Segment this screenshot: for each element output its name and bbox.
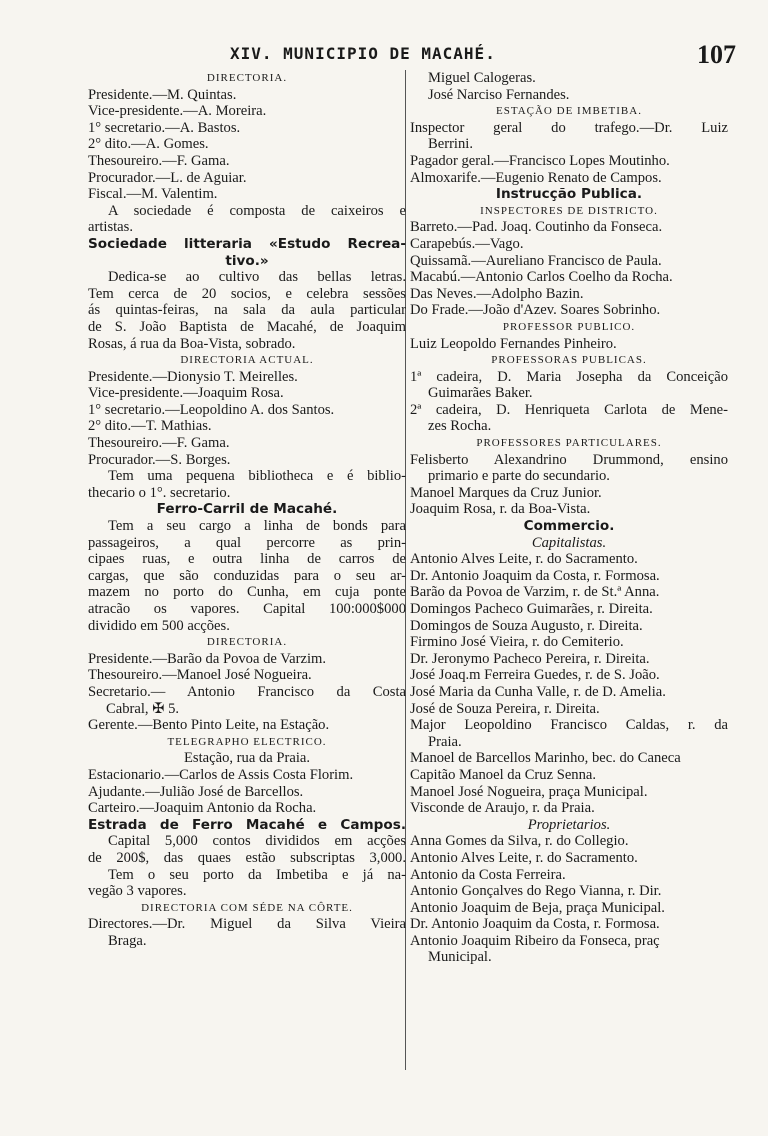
text-line: mazem no porto do Cunha, em cuja ponte <box>88 584 406 601</box>
text-line: Dedica-se ao cultivo das bellas letras. <box>108 269 406 286</box>
text-line: Thesoureiro.—F. Gama. <box>88 435 230 452</box>
text-line: Visconde de Araujo, r. da Praia. <box>410 800 595 817</box>
text-line: zes Rocha. <box>428 418 492 435</box>
section-heading: Ferro-Carril de Macahé. <box>156 501 338 518</box>
subsection-heading: DIRECTORIA COM SÉDE NA CÔRTE. <box>141 901 353 914</box>
text-line: Inspector geral do trafego.—Dr. Luiz <box>410 119 728 136</box>
text-line: Capital 5,000 contos divididos em acções <box>108 833 406 850</box>
text-line: 1° secretario.—Leopoldino A. dos Santos. <box>88 401 335 418</box>
text-line: Joaquim Rosa, r. da Boa-Vista. <box>410 501 591 518</box>
text-line: de S. João Baptista de Macahé, de Joaquim <box>88 318 406 335</box>
text-line: thecario o 1°. secretario. <box>88 484 231 501</box>
text-line: Antonio da Costa Ferreira. <box>410 866 566 883</box>
text-line: Domingos de Souza Augusto, r. Direita. <box>410 617 643 634</box>
text-line: ás quintas-feiras, na sala da aula particular <box>88 302 406 319</box>
text-line: Tem a seu cargo a linha de bonds para <box>108 518 406 535</box>
text-line: Capitalistas. <box>531 534 607 551</box>
text-line: José Narciso Fernandes. <box>428 86 570 103</box>
subsection-heading: DIRECTORIA. <box>206 72 288 84</box>
text-line: Antonio Joaquim de Beja, praça Municipal. <box>410 899 665 916</box>
text-line: primario e parte do secundario. <box>428 468 610 485</box>
text-line: artistas. <box>88 219 133 236</box>
text-line: Ajudante.—Julião José de Barcellos. <box>88 783 304 800</box>
text-line: Quissamã.—Aureliano Francisco de Paula. <box>410 252 662 269</box>
text-line: Secretario.— Antonio Francisco da Costa <box>88 683 406 700</box>
text-line: 1° secretario.—A. Bastos. <box>88 119 241 136</box>
text-line: Das Neves.—Adolpho Bazin. <box>410 285 584 302</box>
text-line: 2ª cadeira, D. Henriqueta Carlota de Mene- <box>410 401 728 418</box>
text-line: Pagador geral.—Francisco Lopes Moutinho. <box>410 152 670 169</box>
text-line: de 200$, das quaes estão subscriptas 3,000. <box>88 849 406 866</box>
section-heading: Estrada de Ferro Macahé e Campos. <box>88 816 406 833</box>
text-line: Thesoureiro.—F. Gama. <box>88 152 230 169</box>
text-line: Procurador.—S. Borges. <box>88 451 231 468</box>
text-line: Tem o seu porto da Imbetiba e já na- <box>108 866 406 883</box>
text-line: Dr. Antonio Joaquim da Costa, r. Formosa. <box>410 567 660 584</box>
page-title: XIV. MUNICIPIO DE MACAHÉ. <box>230 44 496 63</box>
text-line: Manoel José Nogueira, praça Municipal. <box>410 783 648 800</box>
text-line: Macabú.—Antonio Carlos Coelho da Rocha. <box>410 269 673 286</box>
text-line: Vice-presidente.—A. Moreira. <box>88 103 267 120</box>
text-line: Manoel de Barcellos Marinho, bec. do Caneca <box>410 750 681 767</box>
text-line: Estação, rua da Praia. <box>183 750 310 767</box>
text-line: Tem uma pequena bibliotheca e é biblio- <box>108 468 406 485</box>
text-line: Tem cerca de 20 socios, e celebra sessões <box>88 285 406 302</box>
text-line: Firmino José Vieira, r. do Cemiterio. <box>410 634 624 651</box>
text-line: 2° dito.—T. Mathias. <box>88 418 212 435</box>
text-line: Fiscal.—M. Valentim. <box>88 186 218 203</box>
text-line: Braga. <box>108 932 147 949</box>
left-column <box>88 70 406 949</box>
text-line: Capitão Manoel da Cruz Senna. <box>410 766 597 783</box>
text-line: Estacionario.—Carlos de Assis Costa Florim. <box>88 766 354 783</box>
text-line: Vice-presidente.—Joaquim Rosa. <box>88 385 284 402</box>
text-line: A sociedade é composta de caixeiros e <box>108 202 406 219</box>
text-line: 1ª cadeira, D. Maria Josepha da Conceição <box>410 368 728 385</box>
subsection-heading: ESTAÇÃO DE IMBETIBA. <box>496 105 642 118</box>
section-heading: tivo.» <box>225 252 269 269</box>
text-line: José Joaq.m Ferreira Guedes, r. de S. João. <box>410 667 660 684</box>
text-line: Antonio Joaquim Ribeiro da Fonseca, praç <box>410 932 660 949</box>
text-line: Gerente.—Bento Pinto Leite, na Estação. <box>88 717 330 734</box>
text-line: Antonio Alves Leite, r. do Sacramento. <box>410 849 638 866</box>
text-line: Guimarães Baker. <box>428 385 533 402</box>
text-line: Rosas, á rua da Boa-Vista, sobrado. <box>88 335 296 352</box>
text-line: Do Frade.—João d'Azev. Soares Sobrinho. <box>410 302 661 319</box>
text-line: Manoel Marques da Cruz Junior. <box>410 484 602 501</box>
text-line: Anna Gomes da Silva, r. do Collegio. <box>410 833 629 850</box>
text-line: Barão da Povoa de Varzim, r. de St.ª Anna. <box>410 584 660 601</box>
subsection-heading: DIRECTORIA. <box>206 636 288 649</box>
text-line: Antonio Alves Leite, r. do Sacramento. <box>410 551 638 568</box>
text-line: Luiz Leopoldo Fernandes Pinheiro. <box>410 335 617 352</box>
text-line: Municipal. <box>428 949 492 966</box>
subsection-heading: INSPECTORES DE DISTRICTO. <box>480 204 658 217</box>
text-line: Dr. Antonio Joaquim da Costa, r. Formosa. <box>410 916 660 933</box>
text-line: Procurador.—L. de Aguiar. <box>88 169 247 186</box>
text-line: dividido em 500 acções. <box>88 617 230 634</box>
text-line: Presidente.—Dionysio T. Meirelles. <box>88 368 298 385</box>
text-line: Berrini. <box>428 136 473 153</box>
text-line: Domingos Pacheco Guimarães, r. Direita. <box>410 601 653 617</box>
text-line: cipaes ruas, e outra linha de carros de <box>88 551 406 568</box>
page-header <box>0 40 768 70</box>
text-line: atracão os vapores. Capital 100:000$000 <box>88 601 406 617</box>
section-heading: Sociedade litteraria «Estudo Recrea- <box>88 235 406 252</box>
text-line: Barreto.—Pad. Joaq. Coutinho da Fonseca. <box>410 219 663 236</box>
text-line: cargas, que são conduzidas para o seu ar- <box>88 567 406 584</box>
text-line: vegão 3 vapores. <box>88 883 187 900</box>
page-number: 107 <box>697 40 736 69</box>
text-line: Praia. <box>428 733 462 750</box>
subsection-heading: TELEGRAPHO ELECTRICO. <box>167 735 327 748</box>
text-line: Dr. Jeronymo Pacheco Pereira, r. Direita. <box>410 650 650 667</box>
text-line: José de Souza Pereira, r. Direita. <box>410 700 600 717</box>
subsection-heading: PROFESSOR PUBLICO. <box>502 320 636 333</box>
subsection-heading: DIRECTORIA ACTUAL. <box>180 354 314 367</box>
text-line: Antonio Gonçalves do Rego Vianna, r. Dir. <box>410 883 662 900</box>
right-column <box>410 70 728 966</box>
text-line: Almoxarife.—Eugenio Renato de Campos. <box>410 169 662 186</box>
text-line: Felisberto Alexandrino Drummond, ensino <box>410 451 728 468</box>
text-line: José Maria da Cunha Valle, r. de D. Amelia. <box>410 683 666 700</box>
text-line: Thesoureiro.—Manoel José Nogueira. <box>88 667 312 684</box>
text-line: Proprietarios. <box>527 816 611 833</box>
text-line: Cabral, ✠ 5. <box>106 700 180 717</box>
text-line: Presidente.—M. Quintas. <box>88 86 237 103</box>
text-line: 2° dito.—A. Gomes. <box>88 136 209 153</box>
text-line: Presidente.—Barão da Povoa de Varzim. <box>88 650 327 667</box>
subsection-heading: PROFESSORES PARTICULARES. <box>476 437 662 450</box>
text-line: Major Leopoldino Francisco Caldas, r. da <box>410 717 728 734</box>
text-line: Carapebús.—Vago. <box>410 235 524 252</box>
section-heading: Instrucção Publica. <box>495 186 643 203</box>
section-heading: Commercio. <box>523 518 615 535</box>
text-line: Carteiro.—Joaquim Antonio da Rocha. <box>88 800 317 817</box>
text-line: Miguel Calogeras. <box>428 70 536 86</box>
text-line: passageiros, a qual percorre as prin- <box>88 534 406 551</box>
subsection-heading: PROFESSORAS PUBLICAS. <box>491 354 647 367</box>
text-line: Directores.—Dr. Miguel da Silva Vieira <box>88 916 406 933</box>
